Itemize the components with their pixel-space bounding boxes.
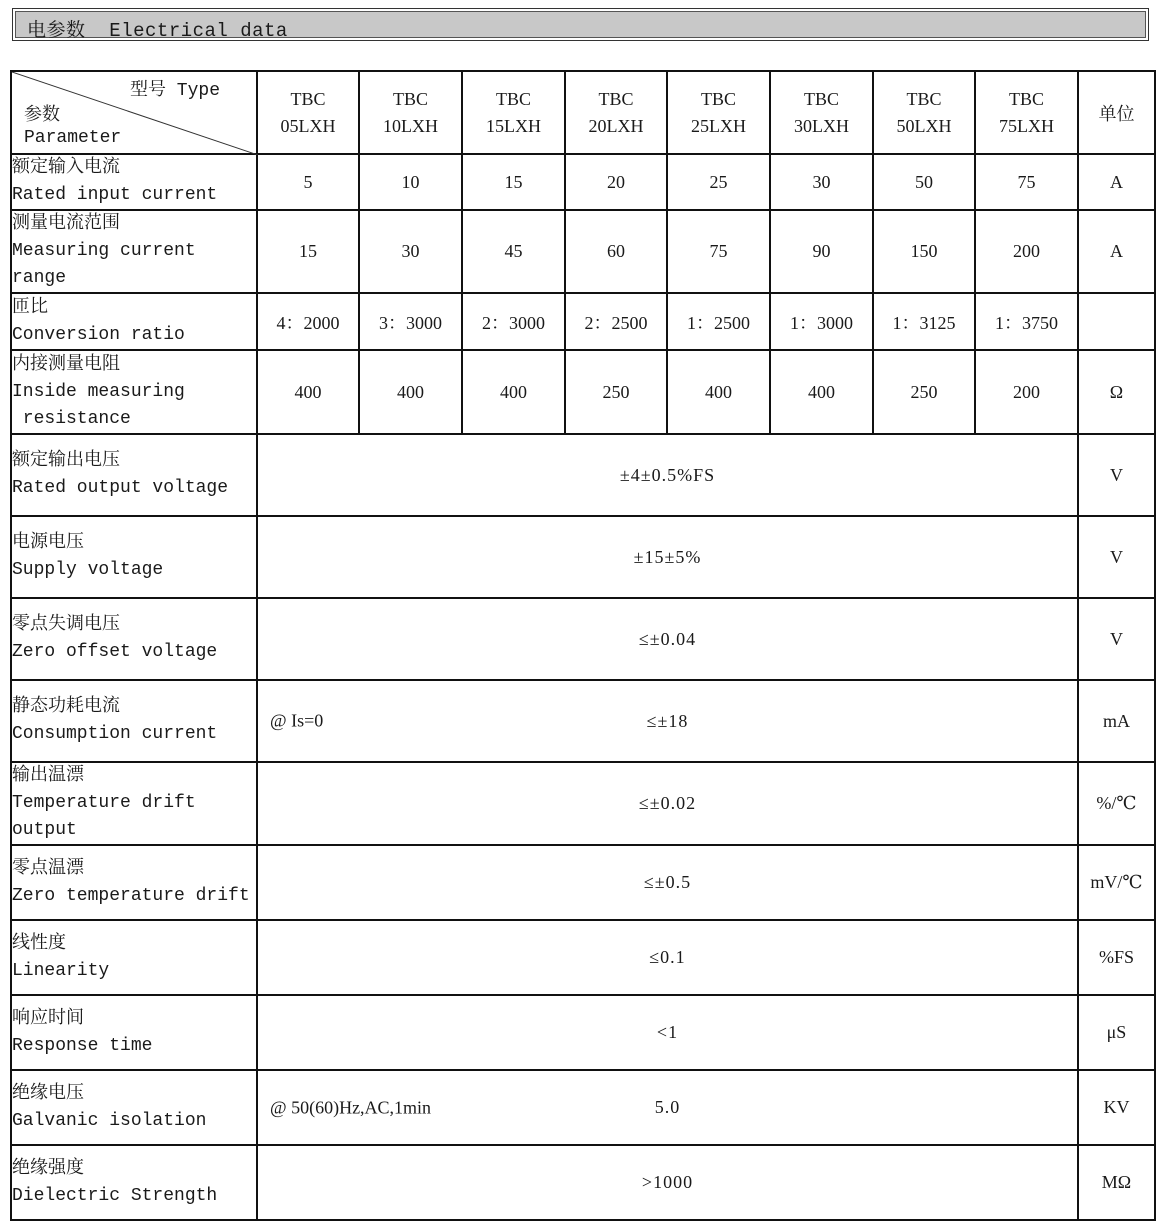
- model-code: 75LXH: [999, 115, 1054, 136]
- common-value-cell: [257, 995, 1078, 1070]
- value-cell: 25: [667, 154, 770, 210]
- parameter-name-en: Rated output voltage: [12, 478, 229, 498]
- parameter-cell: [11, 680, 257, 762]
- parameter-name-cn: 线性度: [12, 933, 66, 954]
- parameter-cell: [11, 920, 257, 995]
- parameter-name-en: Supply voltage: [12, 560, 164, 580]
- value-cell: 400: [770, 350, 873, 434]
- parameter-name-cn: 零点温漂: [12, 858, 84, 879]
- unit-cell: A: [1078, 210, 1155, 293]
- parameter-cell: [11, 1070, 257, 1145]
- parameter-cell: [11, 995, 257, 1070]
- section-title-bar: [12, 8, 1149, 41]
- model-series: TBC: [906, 88, 942, 109]
- value-cell: 3：3000: [359, 293, 462, 350]
- common-value: ±4±0.5%FS: [619, 464, 716, 485]
- spec-row: [11, 434, 1155, 516]
- parameter-name-cn: 输出温漂: [12, 766, 84, 786]
- model-series: TBC: [1008, 88, 1044, 109]
- common-value: ±15±5%: [633, 546, 702, 567]
- spec-row: [11, 154, 1155, 210]
- type-label: 型号 Type: [129, 81, 220, 101]
- parameter-cell: [11, 598, 257, 680]
- parameter-name-en: Galvanic isolation: [12, 1110, 207, 1131]
- common-value: ≤±0.5: [643, 872, 692, 892]
- parameter-name-cn: 绝缘强度: [12, 1158, 84, 1179]
- unit-cell: %FS: [1078, 920, 1155, 995]
- model-series: TBC: [598, 88, 634, 109]
- value-cell: 200: [975, 350, 1078, 434]
- value-cell: 2：3000: [462, 293, 565, 350]
- parameter-name-en: Temperature drift: [12, 793, 196, 813]
- param-label-en: Parameter: [24, 128, 122, 148]
- model-code: 10LXH: [383, 115, 438, 136]
- model-series: TBC: [495, 88, 531, 109]
- parameter-cell: [11, 210, 257, 293]
- common-value-cell: [257, 434, 1078, 516]
- parameter-name-en: Response time: [12, 1035, 153, 1056]
- model-header-cell: [975, 71, 1078, 154]
- spec-row: [11, 293, 1155, 350]
- common-value-cell: [257, 762, 1078, 845]
- parameter-cell: [11, 154, 257, 210]
- value-cell: 2：2500: [565, 293, 667, 350]
- model-code: 15LXH: [486, 115, 541, 136]
- param-label-cn: 参数: [24, 106, 60, 126]
- value-cell: 400: [257, 350, 359, 434]
- common-value-cell: [257, 598, 1078, 680]
- value-cell: 400: [667, 350, 770, 434]
- spec-row: [11, 845, 1155, 920]
- unit-cell: %/℃: [1078, 762, 1155, 845]
- parameter-cell: [11, 434, 257, 516]
- parameter-name-en: Inside measuring: [12, 381, 185, 402]
- parameter-name-cn: 额定输出电压: [12, 451, 120, 471]
- spec-row: [11, 210, 1155, 293]
- model-code: 50LXH: [896, 115, 952, 136]
- value-cell: 45: [462, 210, 565, 293]
- parameter-name-en: Consumption current: [12, 724, 218, 744]
- spec-row: [11, 920, 1155, 995]
- common-value: ≤±0.02: [638, 793, 697, 813]
- value-cell: 1：2500: [667, 293, 770, 350]
- test-condition-note: @ 50(60)Hz,AC,1min: [270, 1097, 432, 1117]
- common-value: >1000: [641, 1172, 694, 1192]
- spec-row: [11, 995, 1155, 1070]
- value-cell: 4：2000: [257, 293, 359, 350]
- model-header-cell: [257, 71, 359, 154]
- parameter-name-en: Measuring current: [12, 241, 196, 261]
- unit-header-cell: 单位: [1078, 71, 1155, 154]
- common-value-cell: [257, 845, 1078, 920]
- value-cell: 200: [975, 210, 1078, 293]
- value-cell: 60: [565, 210, 667, 293]
- value-cell: 250: [873, 350, 975, 434]
- unit-cell: KV: [1078, 1070, 1155, 1145]
- model-code: 20LXH: [588, 115, 644, 136]
- spec-row: [11, 598, 1155, 680]
- common-value: <1: [656, 1022, 679, 1042]
- value-cell: 15: [257, 210, 359, 293]
- spec-row: [11, 680, 1155, 762]
- model-header-cell: [667, 71, 770, 154]
- model-header-cell: [873, 71, 975, 154]
- unit-cell: Ω: [1078, 350, 1155, 434]
- parameter-name-en: range: [12, 268, 67, 288]
- spec-row: [11, 350, 1155, 434]
- unit-cell: mA: [1078, 680, 1155, 762]
- parameter-name-cn: 绝缘电压: [12, 1083, 84, 1104]
- common-value-cell: [257, 516, 1078, 598]
- value-cell: 10: [359, 154, 462, 210]
- parameter-name-en: Conversion ratio: [12, 324, 185, 345]
- common-value-cell: [257, 920, 1078, 995]
- value-cell: 75: [667, 210, 770, 293]
- value-cell: 1：3750: [975, 293, 1078, 350]
- model-header-cell: [565, 71, 667, 154]
- parameter-name-cn: 电源电压: [12, 533, 84, 553]
- common-value-cell: [257, 1145, 1078, 1220]
- parameter-name-en: Dielectric Strength: [12, 1185, 218, 1206]
- parameter-name-cn: 零点失调电压: [12, 615, 120, 635]
- model-code: 30LXH: [794, 115, 849, 136]
- common-value: ≤±0.04: [638, 628, 697, 649]
- value-cell: 250: [565, 350, 667, 434]
- parameter-cell: [11, 350, 257, 434]
- parameter-name-cn: 测量电流范围: [12, 214, 120, 234]
- parameter-name-en: Linearity: [12, 960, 110, 981]
- value-cell: 1：3125: [873, 293, 975, 350]
- value-cell: 400: [359, 350, 462, 434]
- parameter-name-en: resistance: [12, 408, 131, 429]
- spec-row: [11, 516, 1155, 598]
- value-cell: 150: [873, 210, 975, 293]
- electrical-data-table: [10, 70, 1156, 1221]
- model-series: TBC: [803, 88, 839, 109]
- value-cell: 5: [257, 154, 359, 210]
- spec-row: [11, 1070, 1155, 1145]
- model-series: TBC: [290, 88, 326, 109]
- parameter-name-cn: 匝比: [12, 297, 48, 318]
- value-cell: 50: [873, 154, 975, 210]
- unit-cell: V: [1078, 598, 1155, 680]
- value-cell: 20: [565, 154, 667, 210]
- header-corner-cell: [11, 71, 257, 154]
- parameter-name-cn: 静态功耗电流: [12, 697, 120, 717]
- unit-cell: V: [1078, 434, 1155, 516]
- header-row: [11, 71, 1155, 154]
- parameter-name-cn: 内接测量电阻: [12, 354, 120, 375]
- model-header-cell: [359, 71, 462, 154]
- section-title: 电参数 Electrical data: [27, 20, 288, 42]
- parameter-cell: [11, 845, 257, 920]
- model-header-cell: [770, 71, 873, 154]
- model-header-cell: [462, 71, 565, 154]
- value-cell: 75: [975, 154, 1078, 210]
- parameter-name-cn: 响应时间: [12, 1008, 84, 1029]
- common-value-cell: [257, 1070, 1078, 1145]
- spec-row: [11, 1145, 1155, 1220]
- parameter-cell: [11, 293, 257, 350]
- unit-cell: [1078, 293, 1155, 350]
- test-condition-note: @ Is=0: [270, 710, 324, 731]
- model-code: 05LXH: [280, 115, 336, 136]
- model-code: 25LXH: [691, 115, 746, 136]
- parameter-cell: [11, 1145, 257, 1220]
- unit-cell: μS: [1078, 995, 1155, 1070]
- common-value: ≤±18: [646, 710, 689, 731]
- parameter-name-en: Rated input current: [12, 185, 218, 205]
- common-value-cell: [257, 680, 1078, 762]
- model-series: TBC: [700, 88, 736, 109]
- parameter-name-cn: 额定输入电流: [12, 158, 120, 178]
- unit-cell: MΩ: [1078, 1145, 1155, 1220]
- parameter-cell: [11, 762, 257, 845]
- value-cell: 90: [770, 210, 873, 293]
- value-cell: 30: [359, 210, 462, 293]
- unit-cell: V: [1078, 516, 1155, 598]
- common-value: ≤0.1: [649, 947, 686, 967]
- model-series: TBC: [392, 88, 428, 109]
- value-cell: 30: [770, 154, 873, 210]
- unit-cell: mV/℃: [1078, 845, 1155, 920]
- spec-row: [11, 762, 1155, 845]
- parameter-name-en: Zero offset voltage: [12, 642, 218, 662]
- unit-cell: A: [1078, 154, 1155, 210]
- value-cell: 1：3000: [770, 293, 873, 350]
- common-value: 5.0: [654, 1097, 681, 1117]
- value-cell: 400: [462, 350, 565, 434]
- parameter-name-en: Zero temperature drift: [12, 885, 250, 906]
- value-cell: 15: [462, 154, 565, 210]
- parameter-name-en: output: [12, 820, 77, 840]
- parameter-cell: [11, 516, 257, 598]
